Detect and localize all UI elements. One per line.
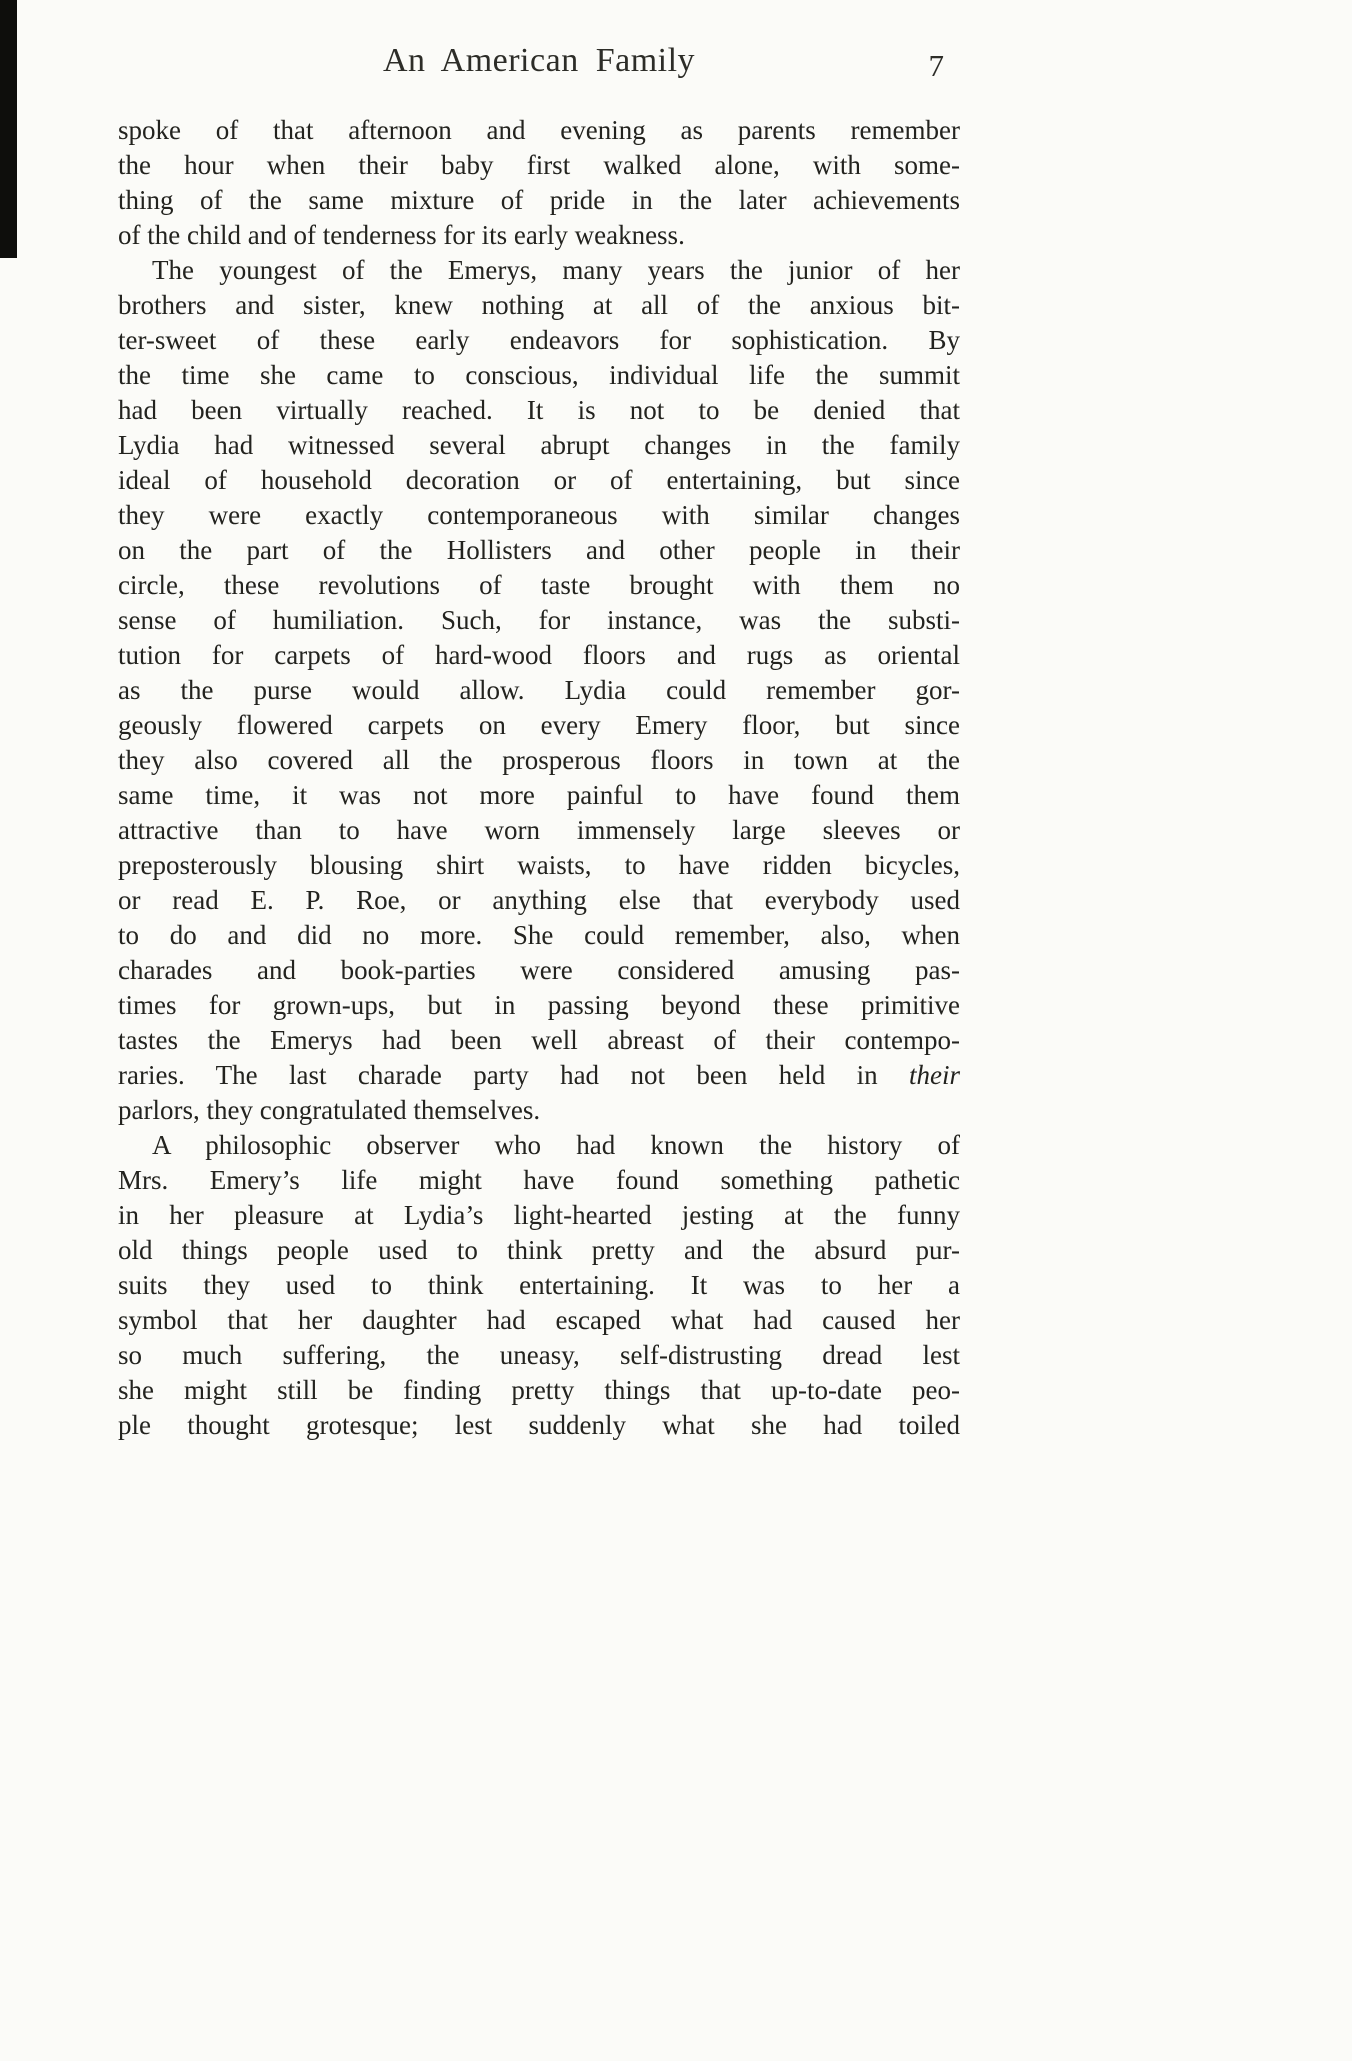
text-line — [118, 1058, 960, 1093]
text-line: sense of humiliation. Such, for instance, was the substi- — [118, 605, 960, 635]
text-line: The youngest of the Emerys, many years the junior of her — [152, 255, 960, 285]
text-line: charades and book-parties were considered amusing pas- — [118, 955, 960, 985]
text-line: geously flowered carpets on every Emery floor, but since — [118, 710, 960, 740]
text-line: of the child and of tenderness for its early weakness. — [118, 220, 685, 250]
text-line: ter-sweet of these early endeavors for sophistication. By — [118, 325, 960, 355]
text-line: circle, these revolutions of taste brought with them no — [118, 570, 960, 600]
text-line: tution for carpets of hard-wood floors and rugs as oriental — [118, 640, 960, 670]
text-line: times for grown-ups, but in passing beyond these primitive — [118, 990, 960, 1020]
text-line: they were exactly contemporaneous with similar changes — [118, 500, 960, 530]
text-line: the hour when their baby first walked alone, with some- — [118, 150, 960, 180]
text-line: attractive than to have worn immensely large sleeves or — [118, 815, 960, 845]
paragraph — [118, 253, 960, 1128]
text-line: or read E. P. Roe, or anything else that everybody used — [118, 885, 960, 915]
text-line: tastes the Emerys had been well abreast of their contempo- — [118, 1025, 960, 1055]
text-line: ideal of household decoration or of entertaining, but since — [118, 465, 960, 495]
book-page — [118, 42, 960, 1443]
page-header — [118, 42, 960, 110]
page-body — [118, 113, 960, 1443]
text-line: parlors, they congratulated themselves. — [118, 1095, 541, 1125]
text-line: same time, it was not more painful to have found them — [118, 780, 960, 810]
page-title: An American Family — [382, 42, 696, 79]
text-line: old things people used to think pretty and the absurd pur- — [118, 1235, 960, 1265]
text-line: symbol that her daughter had escaped what had caused her — [118, 1305, 960, 1335]
text-line: spoke of that afternoon and evening as parents remember — [118, 115, 960, 145]
text-line: A philosophic observer who had known the history of — [152, 1130, 960, 1160]
text-line: so much suffering, the uneasy, self-distrusting dread lest — [118, 1340, 960, 1370]
text-line: preposterously blousing shirt waists, to have ridden bicycles, — [118, 850, 960, 880]
text-segment: raries. The last charade party had not been held in — [118, 1060, 909, 1090]
text-line: as the purse would allow. Lydia could remember gor- — [118, 675, 960, 705]
text-line: brothers and sister, knew nothing at all of the anxious bit- — [118, 290, 960, 320]
text-line: Mrs. Emery’s life might have found something pathetic — [118, 1165, 960, 1195]
text-line: suits they used to think entertaining. It was to her a — [118, 1270, 960, 1300]
text-line: they also covered all the prosperous floors in town at the — [118, 745, 960, 775]
text-line: to do and did no more. She could remember, also, when — [118, 920, 960, 950]
text-line: on the part of the Hollisters and other people in their — [118, 535, 960, 565]
text-line: had been virtually reached. It is not to be denied that — [118, 395, 960, 425]
text-line: she might still be finding pretty things that up-to-date peo- — [118, 1375, 960, 1405]
paragraph — [118, 1128, 960, 1443]
text-line: thing of the same mixture of pride in the later achievements — [118, 185, 960, 215]
paragraph — [118, 113, 960, 253]
page-number: 7 — [928, 48, 944, 83]
text-line: Lydia had witnessed several abrupt changes in the family — [118, 430, 960, 460]
italic-text: their — [909, 1060, 960, 1090]
text-line: in her pleasure at Lydia’s light-hearted jesting at the funny — [118, 1200, 960, 1230]
text-line: ple thought grotesque; lest suddenly what she had toiled — [118, 1410, 960, 1440]
scan-artifact — [0, 0, 17, 258]
text-line: the time she came to conscious, individual life the summit — [118, 360, 960, 390]
